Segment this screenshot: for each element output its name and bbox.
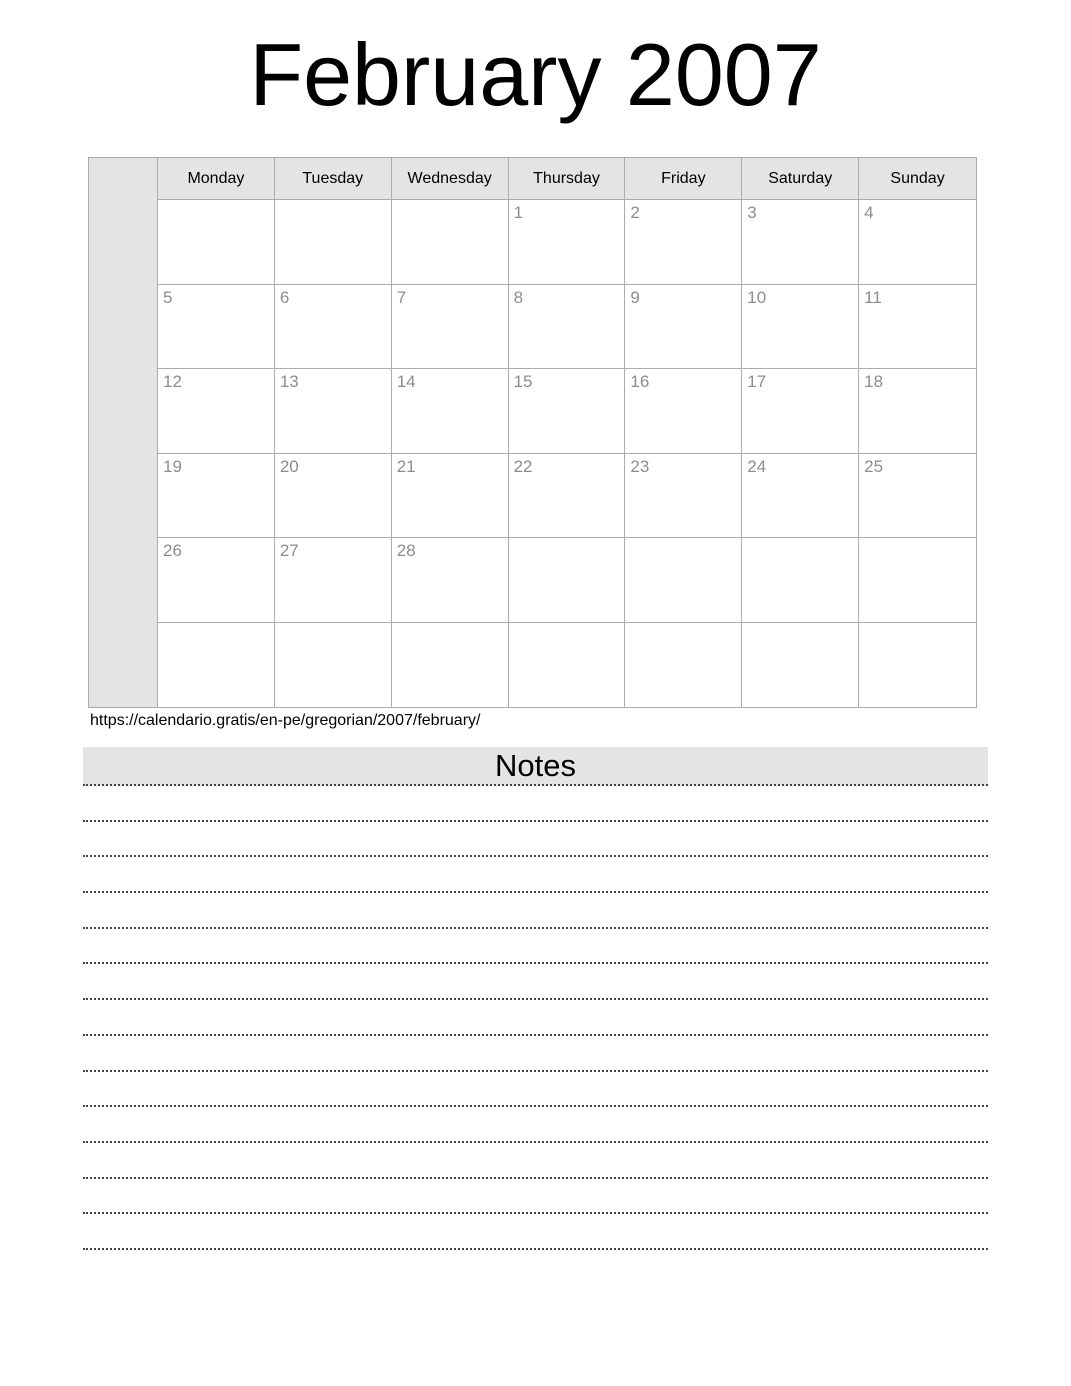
note-line xyxy=(83,1214,988,1250)
day-cell-23 xyxy=(625,454,742,539)
day-cell-14 xyxy=(392,369,509,454)
date-number: 25 xyxy=(864,456,884,476)
empty-day-cell xyxy=(275,623,392,708)
date-number: 2 xyxy=(630,203,640,222)
day-cell-7 xyxy=(392,285,509,370)
date-number: 23 xyxy=(630,456,650,476)
date-number: 22 xyxy=(513,456,533,476)
day-cell-3 xyxy=(742,200,859,285)
notes-lines xyxy=(83,786,988,1250)
empty-day-cell xyxy=(392,200,509,285)
weekday-header-thursday: Thursday xyxy=(509,158,626,200)
date-number: 8 xyxy=(513,287,524,307)
empty-day-cell xyxy=(625,623,742,708)
empty-day-cell xyxy=(859,538,976,623)
day-cell-5 xyxy=(158,285,275,370)
empty-day-cell xyxy=(625,538,742,623)
note-line xyxy=(83,929,988,965)
day-cell-9 xyxy=(625,285,742,370)
page-title: February 2007 xyxy=(249,25,822,124)
note-line xyxy=(83,964,988,1000)
date-number: 24 xyxy=(747,456,767,476)
date-number: 17 xyxy=(747,372,767,391)
date-number: 3 xyxy=(747,203,757,222)
day-cell-25 xyxy=(859,454,976,539)
day-cell-24 xyxy=(742,454,859,539)
day-cell-22 xyxy=(509,454,626,539)
empty-day-cell xyxy=(509,623,626,708)
date-number: 4 xyxy=(864,203,874,222)
day-cell-6 xyxy=(275,285,392,370)
day-cell-20 xyxy=(275,454,392,539)
note-line xyxy=(83,893,988,929)
date-number: 11 xyxy=(864,287,882,307)
day-cell-12 xyxy=(158,369,275,454)
date-number: 16 xyxy=(630,372,650,391)
day-cell-2 xyxy=(625,200,742,285)
date-number: 9 xyxy=(630,287,640,307)
weekday-header-saturday: Saturday xyxy=(742,158,859,200)
weekday-header-wednesday: Wednesday xyxy=(392,158,509,200)
calendar-left-spacer xyxy=(89,158,158,707)
empty-day-cell xyxy=(509,538,626,623)
calendar-table xyxy=(88,157,977,708)
day-cell-16 xyxy=(625,369,742,454)
note-line xyxy=(83,1036,988,1072)
date-number: 7 xyxy=(396,287,407,307)
day-cell-21 xyxy=(392,454,509,539)
empty-day-cell xyxy=(392,623,509,708)
empty-day-cell xyxy=(859,623,976,708)
empty-day-cell xyxy=(742,623,859,708)
day-cell-18 xyxy=(859,369,976,454)
date-number: 18 xyxy=(864,372,884,391)
note-line xyxy=(83,1000,988,1036)
weekday-header-tuesday: Tuesday xyxy=(275,158,392,200)
note-line xyxy=(83,1072,988,1108)
date-number: 19 xyxy=(163,456,182,476)
notes-title: Notes xyxy=(495,748,576,783)
date-number: 12 xyxy=(163,372,182,391)
day-cell-27 xyxy=(275,538,392,623)
date-number: 21 xyxy=(396,456,416,476)
day-cell-13 xyxy=(275,369,392,454)
note-line xyxy=(83,1107,988,1143)
day-cell-8 xyxy=(509,285,626,370)
empty-day-cell xyxy=(275,200,392,285)
day-cell-15 xyxy=(509,369,626,454)
note-line xyxy=(83,822,988,858)
note-line xyxy=(83,1179,988,1215)
day-cell-28 xyxy=(392,538,509,623)
notes-header xyxy=(83,747,988,786)
day-cell-11 xyxy=(859,285,976,370)
date-number: 6 xyxy=(279,287,290,307)
date-number: 1 xyxy=(513,203,524,222)
day-cell-1 xyxy=(509,200,626,285)
day-cell-4 xyxy=(859,200,976,285)
note-line xyxy=(83,857,988,893)
source-url: https://calendario.gratis/en-pe/gregorian/2007/february/ xyxy=(90,712,481,729)
empty-day-cell xyxy=(158,200,275,285)
day-cell-10 xyxy=(742,285,859,370)
date-number: 28 xyxy=(396,541,416,560)
note-line xyxy=(83,1143,988,1179)
date-number: 27 xyxy=(279,541,299,560)
date-number: 13 xyxy=(279,372,299,391)
empty-day-cell xyxy=(158,623,275,708)
weekday-header-monday: Monday xyxy=(158,158,275,200)
day-cell-17 xyxy=(742,369,859,454)
date-number: 15 xyxy=(513,372,533,391)
weekday-header-friday: Friday xyxy=(625,158,742,200)
date-number: 10 xyxy=(747,287,767,307)
date-number: 5 xyxy=(163,287,173,307)
date-number: 26 xyxy=(163,541,182,560)
empty-day-cell xyxy=(742,538,859,623)
weekday-header-sunday: Sunday xyxy=(859,158,976,200)
note-line xyxy=(83,786,988,822)
day-cell-19 xyxy=(158,454,275,539)
day-cell-26 xyxy=(158,538,275,623)
date-number: 20 xyxy=(279,456,299,476)
date-number: 14 xyxy=(396,372,416,391)
